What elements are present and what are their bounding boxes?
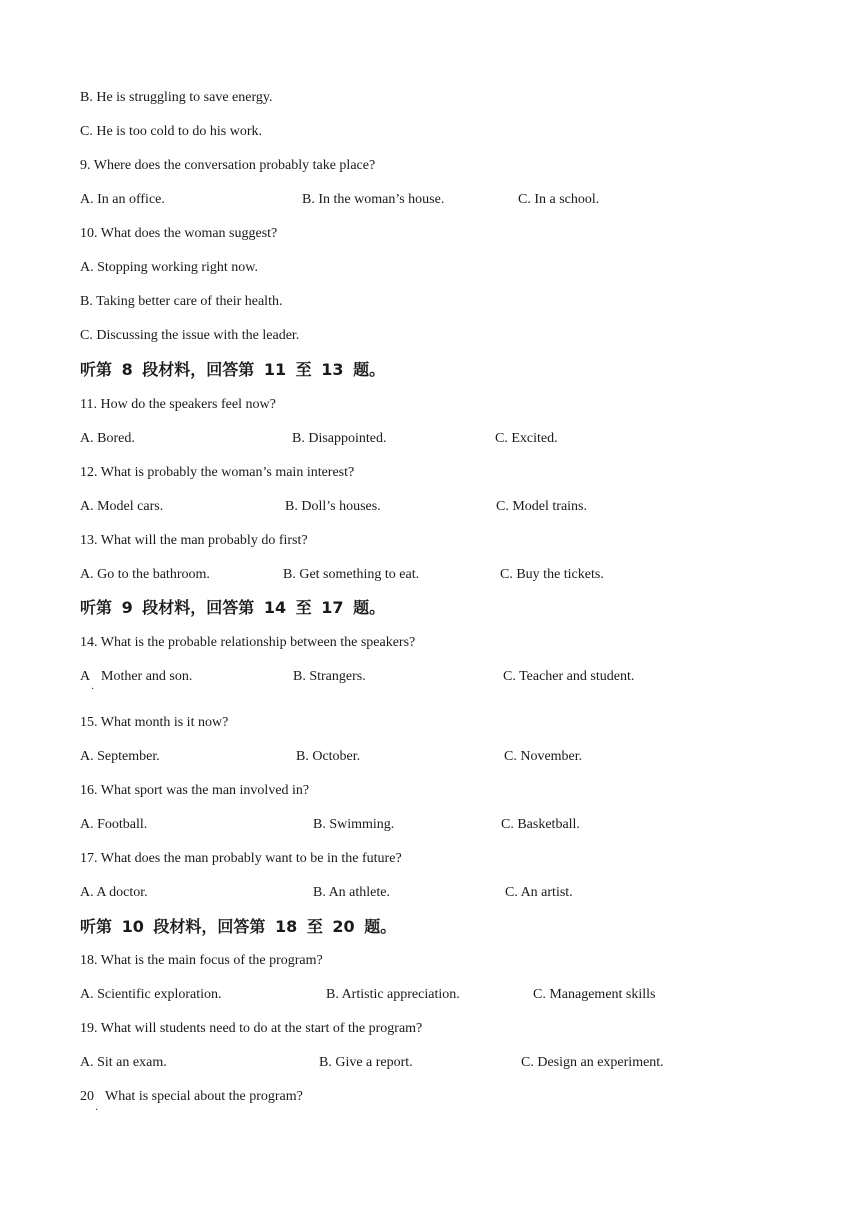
question-17: 17. What does the man probably want to be in the future? <box>80 851 402 866</box>
q14-option-b: B. Strangers. <box>293 669 366 684</box>
q9-option-c: C. In a school. <box>518 192 600 207</box>
question-16: 16. What sport was the man involved in? <box>80 783 310 798</box>
q12-option-c: C. Model trains. <box>496 499 587 514</box>
q10-option-a: A. Stopping working right now. <box>80 260 258 275</box>
dot-mark: · <box>95 1105 99 1116</box>
q15-option-c: C. November. <box>504 749 583 764</box>
q8-option-b: B. He is struggling to save energy. <box>80 90 273 105</box>
q18-option-c: C. Management skills <box>533 987 656 1002</box>
q16-option-b: B. Swimming. <box>313 817 395 832</box>
q13-option-a: A. Go to the bathroom. <box>80 567 210 582</box>
q16-option-a: A. Football. <box>80 817 148 832</box>
q9-option-a: A. In an office. <box>80 192 165 207</box>
q10-option-c: C. Discussing the issue with the leader. <box>80 328 300 343</box>
q11-option-b: B. Disappointed. <box>292 431 387 446</box>
q12-option-a: A. Model cars. <box>80 499 164 514</box>
q17-option-b: B. An athlete. <box>313 885 390 900</box>
q10-option-b: B. Taking better care of their health. <box>80 294 283 309</box>
q9-option-b: B. In the woman’s house. <box>302 192 445 207</box>
q8-option-c: C. He is too cold to do his work. <box>80 124 262 139</box>
q14-option-a-letter: A <box>80 669 91 684</box>
question-19: 19. What will students need to do at the start of the program? <box>80 1021 423 1036</box>
section-heading-8: 听第 8 段材料，回答第 11 至 13 题。 <box>80 360 386 379</box>
q19-option-a: A. Sit an exam. <box>80 1055 167 1070</box>
question-10: 10. What does the woman suggest? <box>80 226 278 241</box>
question-20: What is special about the program? <box>105 1089 303 1104</box>
question-18: 18. What is the main focus of the program? <box>80 953 323 968</box>
section-heading-10: 听第 10 段材料，回答第 18 至 20 题。 <box>80 917 397 936</box>
q13-option-b: B. Get something to eat. <box>283 567 420 582</box>
question-14: 14. What is the probable relationship between the speakers? <box>80 635 416 650</box>
q17-option-c: C. An artist. <box>505 885 573 900</box>
q14-option-c: C. Teacher and student. <box>503 669 635 684</box>
question-20-number: 20 <box>80 1089 94 1104</box>
q19-option-b: B. Give a report. <box>319 1055 413 1070</box>
q17-option-a: A. A doctor. <box>80 885 148 900</box>
q18-option-b: B. Artistic appreciation. <box>326 987 460 1002</box>
question-15: 15. What month is it now? <box>80 715 229 730</box>
question-11: 11. How do the speakers feel now? <box>80 397 276 412</box>
q15-option-a: A. September. <box>80 749 160 764</box>
section-heading-9: 听第 9 段材料，回答第 14 至 17 题。 <box>80 598 386 617</box>
question-12: 12. What is probably the woman’s main interest? <box>80 465 355 480</box>
q11-option-c: C. Excited. <box>495 431 558 446</box>
q19-option-c: C. Design an experiment. <box>521 1055 664 1070</box>
q12-option-b: B. Doll’s houses. <box>285 499 381 514</box>
question-9: 9. Where does the conversation probably take place? <box>80 158 376 173</box>
dot-mark: · <box>91 684 95 695</box>
q14-option-a: Mother and son. <box>101 669 193 684</box>
q18-option-a: A. Scientific exploration. <box>80 987 222 1002</box>
q11-option-a: A. Bored. <box>80 431 135 446</box>
q16-option-c: C. Basketball. <box>501 817 580 832</box>
q15-option-b: B. October. <box>296 749 361 764</box>
q13-option-c: C. Buy the tickets. <box>500 567 604 582</box>
question-13: 13. What will the man probably do first? <box>80 533 308 548</box>
